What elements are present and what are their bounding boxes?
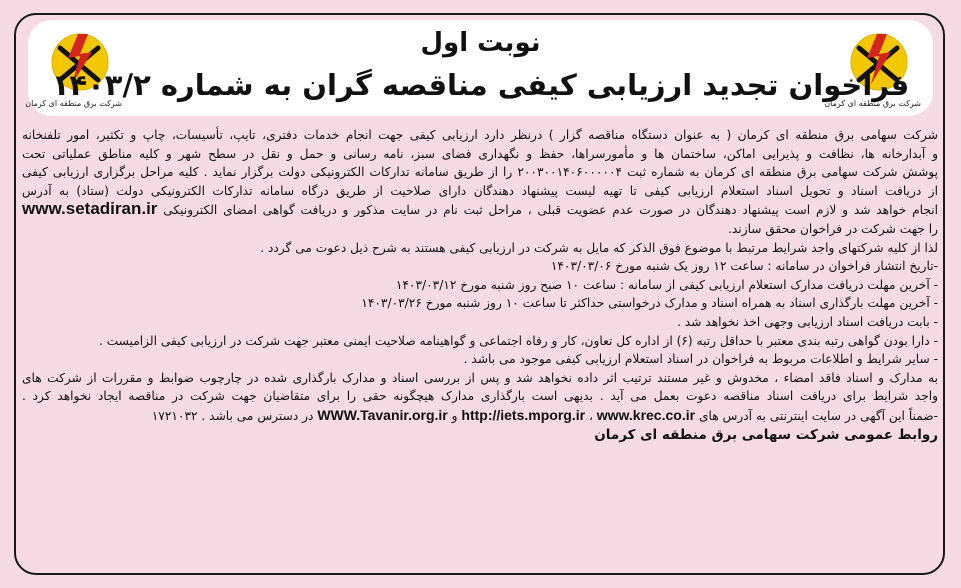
logo-caption: شرکت برق منطقه ای کرمان <box>25 99 122 108</box>
condition-item: - سایر شرایط و اطلاعات مربوط به فراخوان در اسناد استعلام ارزیابی کیفی موجود می باشد . <box>463 352 938 367</box>
sites-prefix: -ضمناً این آگهی در سایت اینترنتی به آدرس های <box>698 408 938 423</box>
sites-line <box>22 406 938 426</box>
setad-link[interactable]: www.setadiran.ir <box>22 200 158 219</box>
intro-line: و آبدارخانه ها، نظافت و پذیرایی اماکن، ساختمان ها و مأمورسراها، حفظ و نگهداری فضای سبز، نامه رسانی و حمل و نقل در سطح شهر و کلیه مناطق عملیاتی تحت <box>22 146 938 161</box>
logo-caption: شرکت برق منطقه ای کرمان <box>824 99 921 108</box>
invite-line: لذا از کلیه شرکتهای واجد شرایط مرتبط با موضوع فوق الذکر که مایل به شرکت در ارزیابی کیفی هستند به شرح ذیل دعوت می گردد . <box>260 240 938 255</box>
notice-header <box>25 20 933 116</box>
intro-line-text: انجام خواهد شد و لازم است پیشنهاد دهندگان در صورت عدم عضویت قبلی ، مراحل ثبت نام در سایت مذکور و دریافت گواهی امضای الکترونیکی <box>163 203 938 218</box>
sites-suffix: در دسترس می باشد . ۱۷۲۱۰۳۲ <box>151 408 314 423</box>
signature: روابط عمومی شرکت سهامی برق منطقه ای کرمان <box>594 426 938 443</box>
condition-item: - بابت دریافت اسناد ارزیابی وجهی اخذ نخواهد شد . <box>677 314 938 329</box>
krec-link[interactable]: www.krec.co.ir <box>596 406 696 423</box>
condition-item: -تاریخ انتشار فراخوان در سامانه : ساعت ۱۲ روز یک شنبه مورخ ۱۴۰۳/۰۳/۰۶ <box>550 259 938 274</box>
condition-item: - دارا بودن گواهی رتبه بندی معتبر با حداقل رتبه (۶) از اداره کل تعاون، کار و رفاه اجتماعی و گواهینامه صلاحیت ایمنی معتبر جهت شرکت در ارزیابی کیفی الزامیست . <box>98 333 938 348</box>
tavanir-link[interactable]: WWW.Tavanir.org.ir <box>317 406 448 423</box>
notice-round: نوبت اول <box>420 28 541 58</box>
intro-line <box>22 200 938 220</box>
intro-line: را جهت شرکت در فراخوان محقق سازند. <box>728 221 938 236</box>
intro-line: شرکت سهامی برق منطقه ای کرمان ( به عنوان دستگاه مناقصه گزار ) درنظر دارد ارزیابی کیفی جهت انجام خدمات دفتری، تایپ، تأسیسات، چاپ و تکثیر، امور تلفنخانه <box>22 128 938 142</box>
note-line: واجد شرایط برای دریافت اسناد مناقصه دعوت بعمل می آید . بدیهی است بارگذاری مدارک هیچگونه حقی را برای متقاضیان جهت شرکت در مناقصه ایجاد نخواهد کرد . <box>22 389 938 404</box>
sites-separator: ، <box>588 408 593 423</box>
intro-line: پوشش شرکت سهامی برق منطقه ای کرمان به شماره ثبت ۲۰۰۳۰۰۱۴۰۶۰۰۰۰۰۴ را از طریق سامانه تدارکات الکترونیکی دولت برگزار نماید . کلیه مراحل برگزاری ارزیابی کیفی <box>22 165 938 180</box>
iets-link[interactable]: http://iets.mporg.ir <box>461 406 586 423</box>
condition-item: - آخرین مهلت دریافت مدارک استعلام ارزیابی کیفی از سامانه : ساعت ۱۰ صبح روز شنبه مورخ ۱۴۰۳/۰۳/۱۲ <box>395 277 938 292</box>
notice-body <box>22 126 938 444</box>
intro-line: از دریافت اسناد و تحویل اسناد استعلام ارزیابی کیفی تا تهیه لیست پیشنهاد دهندگان دارای صلاحیت از طریق درگاه سامانه تدارکات الکترونیکی دولت (ستاد) به آدرس <box>22 183 938 198</box>
note-line: به مدارک و اسناد فاقد امضاء ، مخدوش و غیر مستند ترتیب اثر داده نخواهد شد و پس از بررسی اسناد و مدارک بارگذاری شده در چارچوب ضوابط و مقررات از شرکت های <box>22 370 938 385</box>
condition-item: - آخرین مهلت بارگذاری اسناد به همراه اسناد و مدارک درخواستی حداکثر تا ساعت ۱۰ روز شنبه مورخ ۱۴۰۳/۰۳/۲۶ <box>361 296 938 311</box>
sites-separator: و <box>451 408 458 423</box>
notice-title: فراخوان تجدید ارزیابی کیفی مناقصه گران به شماره ۱۴۰۳/۲ <box>51 68 910 102</box>
